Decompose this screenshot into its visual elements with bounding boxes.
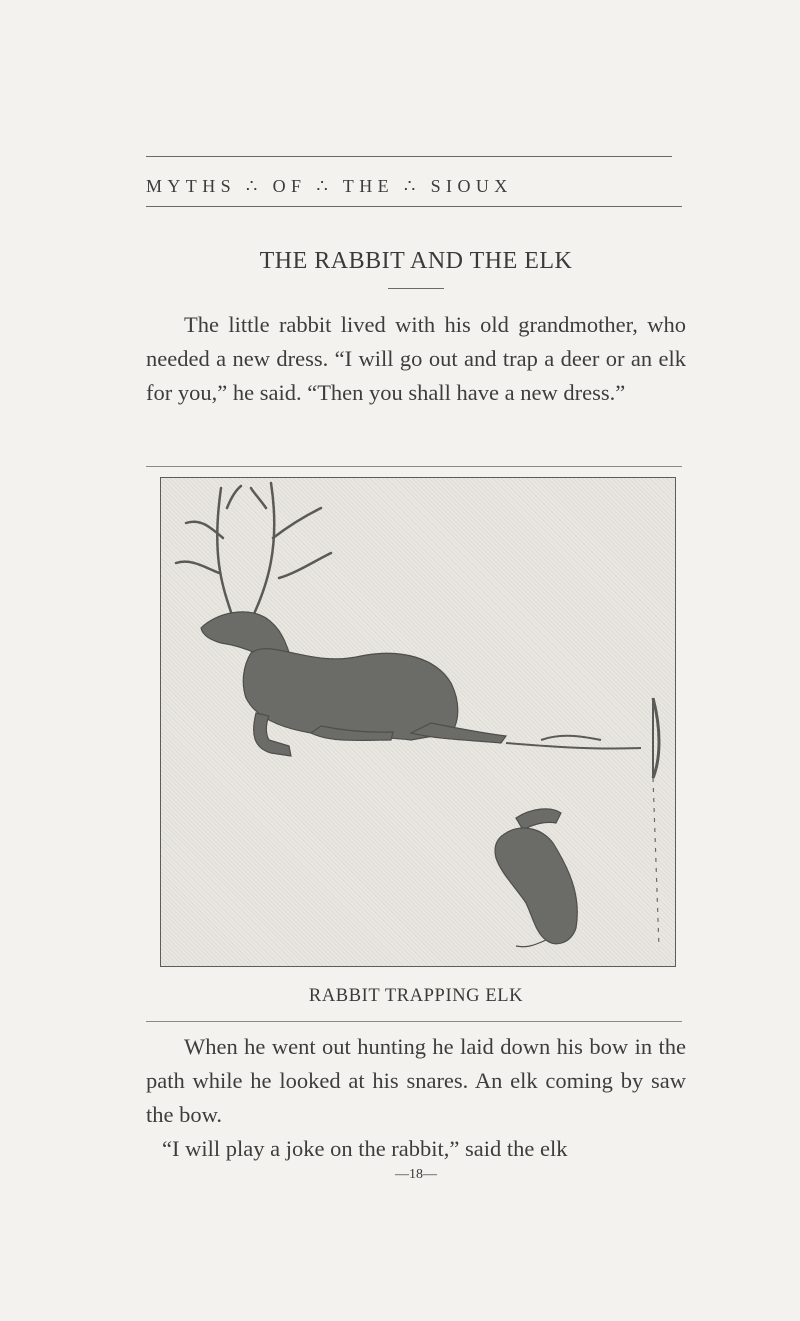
rabbit-figure <box>495 809 577 947</box>
snare-line <box>653 778 659 948</box>
title-divider <box>388 288 444 289</box>
header-bottom-rule <box>146 206 682 207</box>
page-number: —18— <box>395 1167 437 1182</box>
running-header: MYTHS ∴ OF ∴ THE ∴ SIOUX <box>146 176 513 196</box>
elk-antlers <box>176 483 331 618</box>
illustration-drawing <box>161 478 676 967</box>
paragraph-elk-joke: “I will play a joke on the rabbit,” said the elk <box>162 1136 568 1161</box>
paragraph-hunting: When he went out hunting he laid down his bow in the path while he looked at his snares. An elk coming by saw the bow. <box>146 1034 686 1127</box>
illustration-caption: RABBIT TRAPPING ELK <box>308 986 524 1006</box>
story-title: THE RABBIT AND THE ELK <box>259 248 573 274</box>
elk-figure <box>176 483 506 756</box>
bow-figure <box>506 698 659 778</box>
plate-top-rule <box>146 466 682 467</box>
paragraph-intro: The little rabbit lived with his old grandmother, who needed a new dress. “I will go out and trap a deer or an elk for you,” he said. “Then you shall have a new dress.” <box>146 312 686 405</box>
caption-bottom-rule <box>146 1021 682 1022</box>
illustration-plate <box>160 477 676 967</box>
header-top-rule <box>146 156 672 157</box>
